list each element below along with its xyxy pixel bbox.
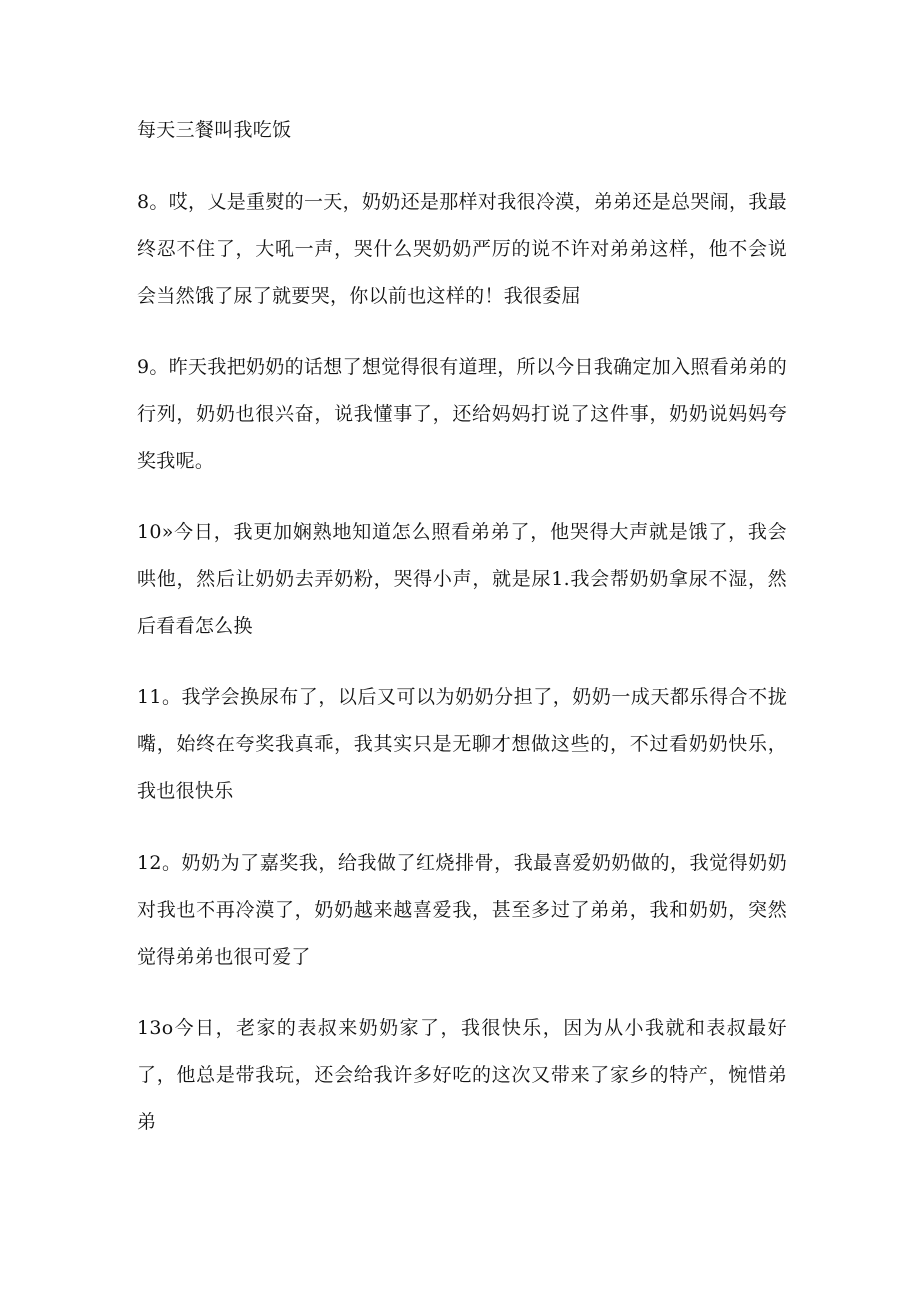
paragraph-entry-11: 11。我学会换尿布了，以后又可以为奶奶分担了，奶奶一成天都乐得合不拢嘴，始终在夸奖我真乖，我其实只是无聊才想做这些的，不过看奶奶快乐，我也很快乐	[137, 686, 787, 802]
paragraph-meals: 每天三餐叫我吃饭	[137, 119, 292, 141]
paragraph-entry-8: 8。哎，乂是重熨的一天，奶奶还是那样对我很冷漠，弟弟还是总哭闹，我最终忍不住了，大吼一声，哭什么哭奶奶严厉的说不许对弟弟这样，他不会说会当然饿了尿了就要哭，你以前也这样的！我很委屈	[137, 191, 787, 307]
paragraph-entry-12: 12。奶奶为了嘉奖我，给我做了红烧排骨，我最喜爱奶奶做的，我觉得奶奶对我也不再冷漠了，奶奶越来越喜爱我，甚至多过了弟弟，我和奶奶，突然觉得弟弟也很可爱了	[137, 852, 787, 968]
paragraph-entry-9: 9。昨天我把奶奶的话想了想觉得很有道理，所以今日我确定加入照看弟弟的行列，奶奶也很兴奋，说我懂事了，还给妈妈打说了这件事，奶奶说妈妈夸奖我呢。	[137, 356, 787, 472]
paragraph-entry-13: 13o今日，老家的表叔来奶奶家了，我很快乐，因为从小我就和表叔最好了，他总是带我玩，还会给我许多好吃的这次又带来了家乡的特产，惋惜弟弟	[137, 1017, 787, 1133]
paragraph-entry-10: 10»今日，我更加娴熟地知道怎么照看弟弟了，他哭得大声就是饿了，我会哄他，然后让奶奶去弄奶粉，哭得小声，就是尿1.我会帮奶奶拿尿不湿，然后看看怎么换	[137, 521, 787, 637]
